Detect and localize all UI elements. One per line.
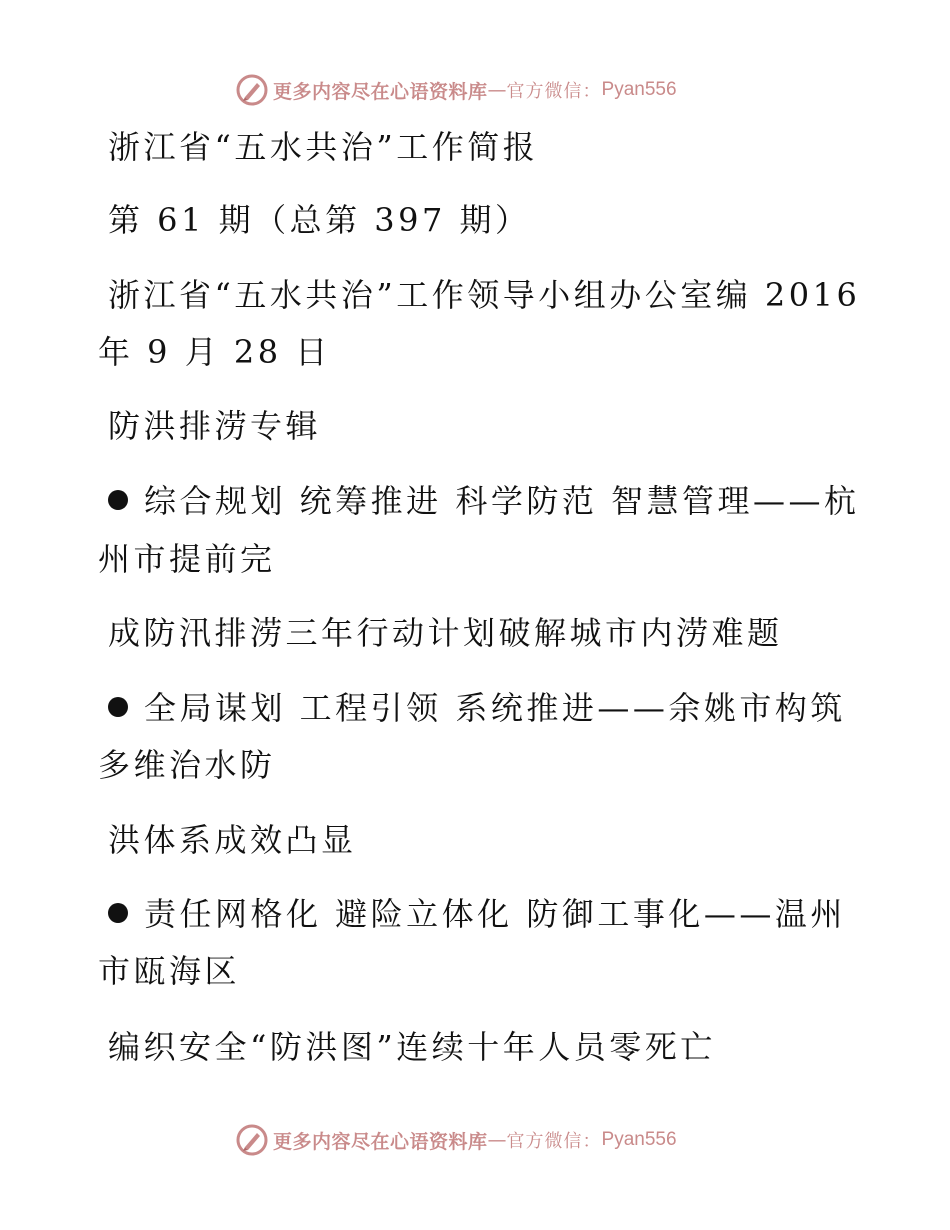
watermark-banner-bottom xyxy=(235,1122,677,1158)
bullet-dot-icon xyxy=(108,903,128,923)
item-2-line1: 全局谋划 工程引领 系统推进——余姚市构筑 xyxy=(144,689,846,727)
doc-editor-line1: 浙江省“五水共治”工作领导小组办公室编 2016 xyxy=(108,276,861,314)
bullet-dot-icon xyxy=(108,697,128,717)
watermark-text: 更多内容尽在心语资料库 xyxy=(273,80,488,103)
watermark-wechat-label: 官方微信： xyxy=(506,1131,602,1152)
list-item xyxy=(108,688,846,728)
watermark-dash: — xyxy=(487,1129,507,1151)
item-3-line1: 责任网格化 避险立体化 防御工事化——温州 xyxy=(144,895,846,933)
watermark-wechat-id: Pyan556 xyxy=(601,79,677,100)
list-item xyxy=(108,894,846,934)
item-3-line2: 市瓯海区 xyxy=(98,952,241,990)
doc-editor-line2: 年 9 月 28 日 xyxy=(98,333,331,371)
doc-issue: 第 61 期（总第 397 期） xyxy=(108,201,531,239)
watermark-wechat-label: 官方微信： xyxy=(506,81,602,102)
watermark-text: 更多内容尽在心语资料库 xyxy=(273,1130,488,1153)
item-2-line3: 洪体系成效凸显 xyxy=(108,821,357,859)
watermark-banner-top xyxy=(235,72,677,108)
doc-title: 浙江省“五水共治”工作简报 xyxy=(108,128,539,166)
watermark-dash: — xyxy=(487,79,507,101)
pen-logo-icon xyxy=(235,73,269,107)
list-item xyxy=(108,481,860,521)
doc-section-title: 防洪排涝专辑 xyxy=(108,407,322,445)
item-3-line3: 编织安全“防洪图”连续十年人员零死亡 xyxy=(108,1028,716,1066)
pen-logo-icon xyxy=(235,1123,269,1157)
watermark-wechat-id: Pyan556 xyxy=(601,1129,677,1150)
bullet-dot-icon xyxy=(108,490,128,510)
item-1-line3: 成防汛排涝三年行动计划破解城市内涝难题 xyxy=(108,614,783,652)
item-1-line2: 州市提前完 xyxy=(98,540,276,578)
item-2-line2: 多维治水防 xyxy=(98,746,276,784)
item-1-line1: 综合规划 统筹推进 科学防范 智慧管理——杭 xyxy=(144,482,860,520)
